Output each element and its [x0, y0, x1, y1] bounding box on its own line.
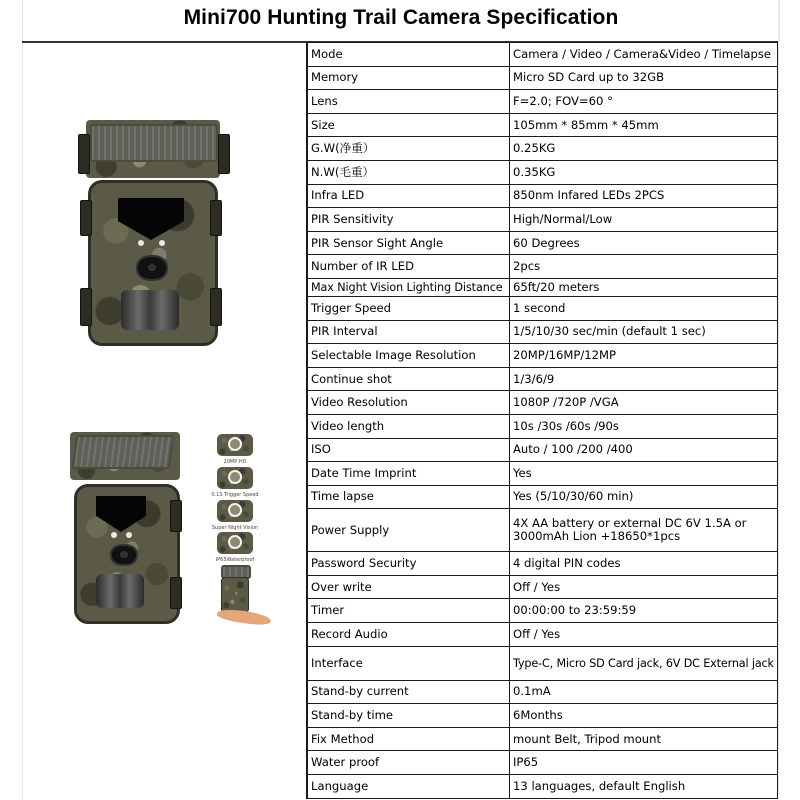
- spec-label: PIR Sensitivity: [307, 208, 510, 232]
- left-border: [22, 43, 23, 800]
- spec-label: Mode: [307, 43, 510, 67]
- spec-value: Micro SD Card up to 32GB: [510, 66, 778, 90]
- ir-led: [111, 532, 117, 538]
- spec-value: High/Normal/Low: [510, 208, 778, 232]
- spec-value: 4 digital PIN codes: [510, 552, 778, 576]
- spec-value: 13 languages, default English: [510, 775, 778, 799]
- spec-label: Water proof: [307, 751, 510, 775]
- spec-value: 1080P /720P /VGA: [510, 391, 778, 415]
- pir-sensor: [96, 574, 144, 608]
- table-row: [307, 90, 778, 114]
- ir-led: [126, 532, 132, 538]
- table-row: [307, 414, 778, 438]
- spec-value: 1 second: [510, 296, 778, 320]
- spec-value: Yes (5/10/30/60 min): [510, 485, 778, 509]
- table-row: [307, 278, 778, 296]
- spec-label: Over write: [307, 575, 510, 599]
- pir-sensor: [121, 290, 179, 330]
- camera-lens: [136, 255, 168, 281]
- spec-value: 0.1mA: [510, 680, 778, 704]
- spec-label: Selectable Image Resolution: [307, 344, 510, 368]
- spec-value: Camera / Video / Camera&Video / Timelapse: [510, 43, 778, 67]
- table-row: [307, 184, 778, 208]
- spec-label: Stand-by current: [307, 680, 510, 704]
- side-latch: [210, 288, 222, 326]
- table-row: [307, 43, 778, 67]
- table-row: [307, 775, 778, 799]
- spec-label: Max Night Vision Lighting Distance: [307, 278, 510, 296]
- table-row: [307, 137, 778, 161]
- spec-value: 1/5/10/30 sec/min (default 1 sec): [510, 320, 778, 344]
- hand: [216, 607, 271, 626]
- mini-camera-body: [221, 577, 249, 613]
- spec-label: Time lapse: [307, 485, 510, 509]
- spec-label: Infra LED: [307, 184, 510, 208]
- spec-label: G.W(净重）: [307, 137, 510, 161]
- spec-label: Number of IR LED: [307, 255, 510, 279]
- spec-value: 4X AA battery or external DC 6V 1.5A or 3000mAh Lion +18650*1pcs: [510, 509, 778, 552]
- page-title: Mini700 Hunting Trail Camera Specification: [183, 6, 619, 29]
- table-row: [307, 367, 778, 391]
- spec-label: Size: [307, 113, 510, 137]
- table-row: [307, 391, 778, 415]
- side-latch: [170, 577, 182, 609]
- spec-value: Yes: [510, 462, 778, 486]
- table-row: [307, 704, 778, 728]
- spec-value: 2pcs: [510, 255, 778, 279]
- spec-value: 00:00:00 to 23:59:59: [510, 599, 778, 623]
- ir-led: [138, 240, 144, 246]
- spec-value: 60 Degrees: [510, 231, 778, 255]
- spec-label: Record Audio: [307, 623, 510, 647]
- side-latch: [218, 134, 230, 174]
- feature-label: 20MP HD: [223, 459, 247, 465]
- table-row: [307, 575, 778, 599]
- table-row: [307, 462, 778, 486]
- spec-label: Power Supply: [307, 509, 510, 552]
- spec-label: Stand-by time: [307, 704, 510, 728]
- table-row: [307, 113, 778, 137]
- camera-lens: [110, 544, 138, 566]
- side-latch: [80, 200, 92, 236]
- spec-value: 0.25KG: [510, 137, 778, 161]
- waterproof-icon: [217, 532, 253, 554]
- table-row: [307, 623, 778, 647]
- spec-label: Video length: [307, 414, 510, 438]
- spec-label: Date Time Imprint: [307, 462, 510, 486]
- spec-value: IP65: [510, 751, 778, 775]
- spec-label: Timer: [307, 599, 510, 623]
- spec-label: Video Resolution: [307, 391, 510, 415]
- spec-label: Language: [307, 775, 510, 799]
- table-row: [307, 552, 778, 576]
- spec-label: ISO: [307, 438, 510, 462]
- solar-panel: [90, 124, 218, 162]
- feature-label: IP65Waterproof: [215, 557, 255, 563]
- table-row: [307, 485, 778, 509]
- spec-value: 105mm * 85mm * 45mm: [510, 113, 778, 137]
- feature-label: Super Night Vision: [211, 525, 259, 531]
- spec-value: 10s /30s /60s /90s: [510, 414, 778, 438]
- secondary-camera-image: [66, 432, 186, 622]
- solar-panel: [72, 435, 175, 469]
- spec-label: Interface: [307, 646, 510, 680]
- table-row: [307, 509, 778, 552]
- spec-value: 1/3/6/9: [510, 367, 778, 391]
- camera-icon: [217, 434, 253, 456]
- table-row: [307, 727, 778, 751]
- spec-value: F=2.0; FOV=60 °: [510, 90, 778, 114]
- spec-value: 20MP/16MP/12MP: [510, 344, 778, 368]
- spec-value: Off / Yes: [510, 575, 778, 599]
- spec-label: Trigger Speed: [307, 296, 510, 320]
- side-latch: [210, 200, 222, 236]
- spec-label: Password Security: [307, 552, 510, 576]
- spec-value: Type-C, Micro SD Card jack, 6V DC External jack: [510, 646, 778, 680]
- main-camera-image: [78, 120, 228, 345]
- table-row: [307, 438, 778, 462]
- spec-table: [306, 42, 778, 799]
- spec-value: 6Months: [510, 704, 778, 728]
- spec-value: mount Belt, Tripod mount: [510, 727, 778, 751]
- table-row: [307, 344, 778, 368]
- night-vision-icon: [217, 500, 253, 522]
- spec-value: Auto / 100 /200 /400: [510, 438, 778, 462]
- table-row: [307, 255, 778, 279]
- spec-value: 0.35KG: [510, 160, 778, 184]
- spec-label: PIR Interval: [307, 320, 510, 344]
- table-row: [307, 66, 778, 90]
- clock-icon: [217, 467, 253, 489]
- spec-value: Off / Yes: [510, 623, 778, 647]
- side-latch: [80, 288, 92, 326]
- table-row: [307, 208, 778, 232]
- spec-label: Fix Method: [307, 727, 510, 751]
- table-row: [307, 751, 778, 775]
- table-row: [307, 646, 778, 680]
- ir-led: [159, 240, 165, 246]
- right-border: [778, 0, 779, 800]
- table-row: [307, 231, 778, 255]
- spec-value: 65ft/20 meters: [510, 278, 778, 296]
- table-row: [307, 599, 778, 623]
- table-row: [307, 320, 778, 344]
- camera-in-hand-image: [215, 565, 275, 637]
- table-row: [307, 680, 778, 704]
- spec-label: N.W(毛重）: [307, 160, 510, 184]
- spec-label: PIR Sensor Sight Angle: [307, 231, 510, 255]
- table-row: [307, 160, 778, 184]
- table-row: [307, 296, 778, 320]
- feature-label: 0.1S Trigger Speed: [211, 492, 259, 498]
- side-latch: [170, 500, 182, 532]
- spec-value: 850nm Infared LEDs 2PCS: [510, 184, 778, 208]
- spec-label: Lens: [307, 90, 510, 114]
- title-area: [22, 0, 780, 41]
- spec-label: Memory: [307, 66, 510, 90]
- spec-label: Continue shot: [307, 367, 510, 391]
- side-latch: [78, 134, 90, 174]
